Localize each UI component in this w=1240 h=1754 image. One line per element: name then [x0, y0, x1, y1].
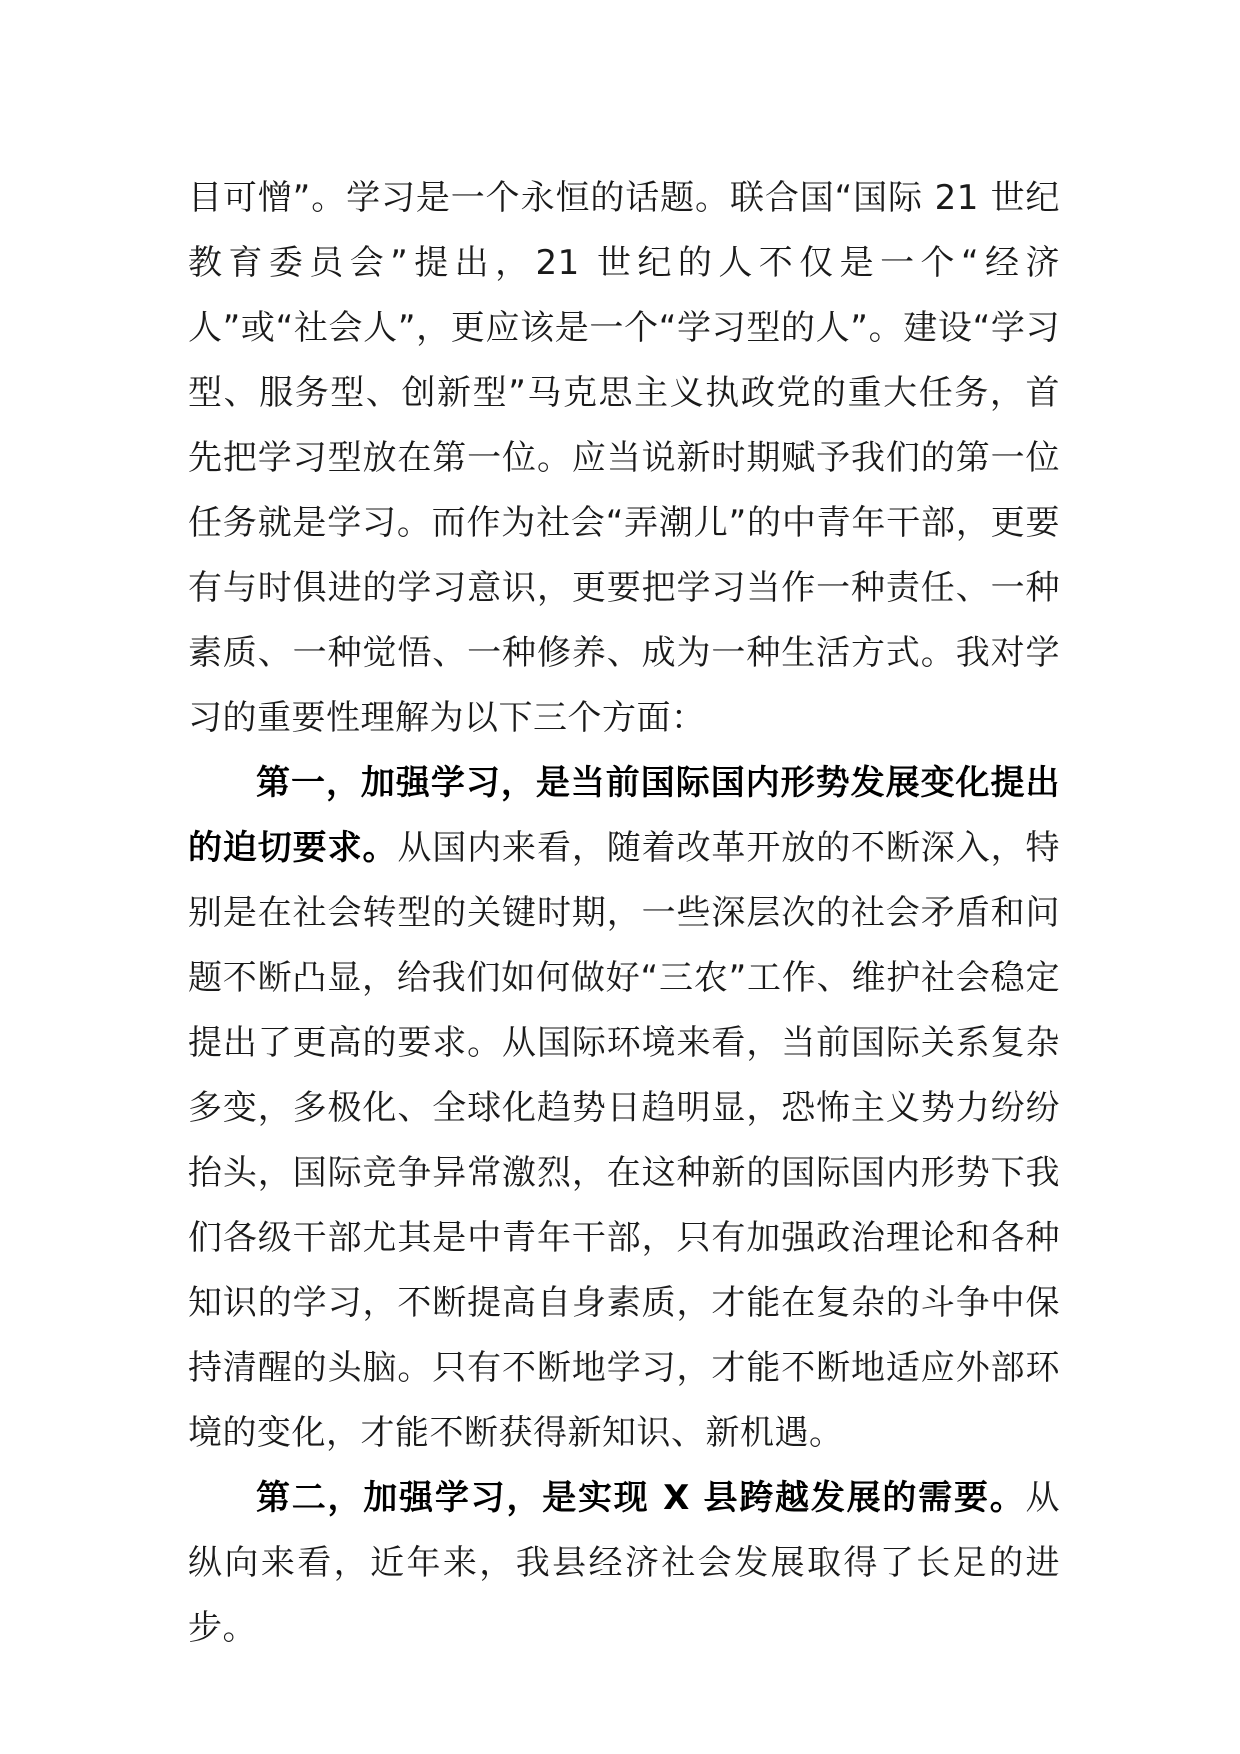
paragraph-text: 从纵向来看，近年来，我县经济社会发展取得了长足的进步。	[188, 1478, 1060, 1648]
paragraph-second-point	[188, 1466, 1060, 1661]
paragraph-first-point	[188, 751, 1060, 1466]
paragraph-lead-bold: 第二，加强学习，是实现 X 县跨越发展的需要。	[256, 1478, 1026, 1518]
paragraph-text: 目可憎”。学习是一个永恒的话题。联合国“国际 21 世纪教育委员会”提出，21 世纪的人不仅是一个“经济人”或“社会人”，更应该是一个“学习型的人”。建设“学习型、服务型、创新型”马克思主义执政党的重大任务，首先把学习型放在第一位。应当说新时期赋予我们的第一位任务就是学习。而作为社会“弄潮儿”的中青年干部，更要有与时俱进的学习意识，更要把学习当作一种责任、一种素质、一种觉悟、一种修养、成为一种生活方式。我对学习的重要性理解为以下三个方面：	[188, 178, 1060, 738]
paragraph-text: 从国内来看，随着改革开放的不断深入，特别是在社会转型的关键时期，一些深层次的社会矛盾和问题不断凸显，给我们如何做好“三农”工作、维护社会稳定提出了更高的要求。从国际环境来看，当前国际关系复杂多变，多极化、全球化趋势日趋明显，恐怖主义势力纷纷抬头，国际竞争异常激烈，在这种新的国际国内形势下我们各级干部尤其是中青年干部，只有加强政治理论和各种知识的学习，不断提高自身素质，才能在复杂的斗争中保持清醒的头脑。只有不断地学习，才能不断地适应外部环境的变化，才能不断获得新知识、新机遇。	[188, 828, 1060, 1453]
body-text	[188, 166, 1060, 1661]
paragraph-continuation	[188, 166, 1060, 751]
paragraph-lead-bold: 第一，加强学习，是当前国际国内形势发展变化提出的迫切要求。	[188, 763, 1060, 868]
